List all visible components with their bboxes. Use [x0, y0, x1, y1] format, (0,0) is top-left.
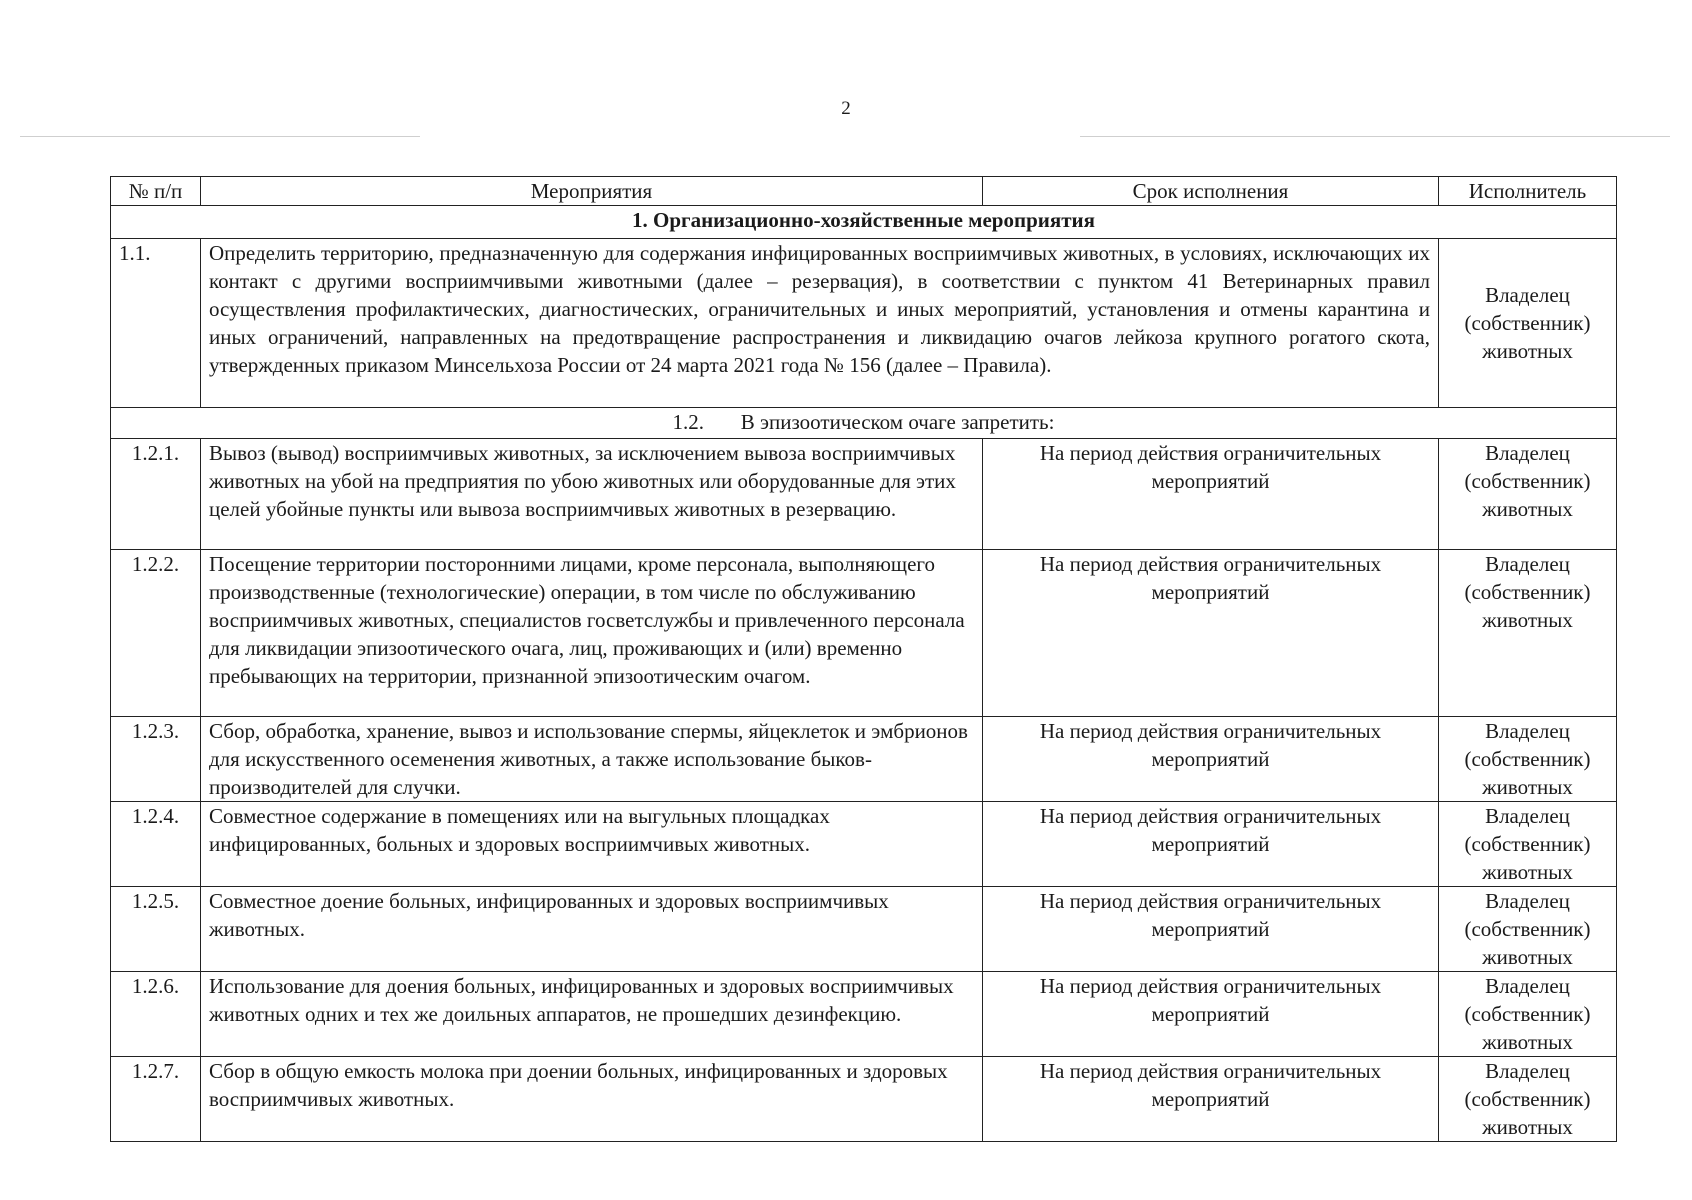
subheading-number: 1.2. — [672, 410, 705, 434]
subheading-row — [111, 408, 1617, 439]
table-row — [111, 1057, 1617, 1142]
row-executor: Владелец (собственник) животных — [1439, 717, 1617, 802]
row-deadline: На период действия ограничительных мероприятий — [983, 802, 1439, 887]
row-number: 1.2.5. — [111, 887, 201, 972]
header-deadline: Срок исполнения — [983, 177, 1439, 206]
row-number: 1.2.6. — [111, 972, 201, 1057]
row-number: 1.2.3. — [111, 717, 201, 802]
row-text: Использование для доения больных, инфицированных и здоровых восприимчивых животных одних и тех же доильных аппаратов, не прошедших дезинфекцию. — [201, 972, 983, 1057]
row-executor: Владелец (собственник) животных — [1439, 802, 1617, 887]
row-number: 1.2.4. — [111, 802, 201, 887]
row-deadline: На период действия ограничительных мероприятий — [983, 439, 1439, 550]
subheading-text: В эпизоотическом очаге запретить: — [740, 410, 1055, 434]
table-header-row — [111, 177, 1617, 206]
row-text: Определить территорию, предназначенную для содержания инфицированных восприимчивых животных, в условиях, исключающих их контакт с другими восприимчивыми животными (далее – резервация), в соответствии с пунктом 41 Ветеринарных правил осуществления профилактических, диагностических, ограничительных и иных мероприятий, установления и отмены карантина и иных ограничений, направленных на предотвращение распространения и ликвидацию очагов лейкоза крупного рогатого скота, утвержденных приказом Минсельхоза России от 24 марта 2021 года № 156 (далее – Правила). — [201, 239, 1439, 408]
scan-artifact-line — [1080, 136, 1670, 137]
section-title: 1. Организационно-хозяйственные мероприятия — [111, 206, 1617, 239]
row-text: Совместное содержание в помещениях или на выгульных площадках инфицированных, больных и здоровых восприимчивых животных. — [201, 802, 983, 887]
row-number: 1.2.1. — [111, 439, 201, 550]
table-row — [111, 439, 1617, 550]
row-deadline: На период действия ограничительных мероприятий — [983, 717, 1439, 802]
header-number: № п/п — [111, 177, 201, 206]
table-row — [111, 802, 1617, 887]
header-measures: Мероприятия — [201, 177, 983, 206]
row-number: 1.1. — [111, 239, 201, 408]
row-executor: Владелец (собственник) животных — [1439, 1057, 1617, 1142]
row-executor: Владелец (собственник) животных — [1439, 550, 1617, 717]
section-row — [111, 206, 1617, 239]
row-text: Вывоз (вывод) восприимчивых животных, за исключением вывоза восприимчивых животных на убой на предприятия по убою животных или оборудованные для этих целей убойные пункты или вывоза восприимчивых животных в резервацию. — [201, 439, 983, 550]
row-deadline: На период действия ограничительных мероприятий — [983, 1057, 1439, 1142]
row-deadline: На период действия ограничительных мероприятий — [983, 550, 1439, 717]
row-number: 1.2.7. — [111, 1057, 201, 1142]
row-executor: Владелец (собственник) животных — [1439, 972, 1617, 1057]
row-text: Совместное доение больных, инфицированных и здоровых восприимчивых животных. — [201, 887, 983, 972]
row-text: Сбор в общую емкость молока при доении больных, инфицированных и здоровых восприимчивых животных. — [201, 1057, 983, 1142]
row-executor: Владелец (собственник) животных — [1439, 239, 1617, 408]
page-number: 2 — [841, 98, 851, 119]
row-deadline: На период действия ограничительных мероприятий — [983, 887, 1439, 972]
table-row — [111, 972, 1617, 1057]
row-text: Сбор, обработка, хранение, вывоз и использование спермы, яйцеклеток и эмбрионов для искусственного осеменения животных, а также использование быков-производителей для случки. — [201, 717, 983, 802]
table-row — [111, 550, 1617, 717]
measures-table — [110, 176, 1617, 1142]
table-row — [111, 887, 1617, 972]
row-text: Посещение территории посторонними лицами, кроме персонала, выполняющего производственные (технологические) операции, в том числе по обслуживанию восприимчивых животных, специалистов госветслужбы и привлеченного персонала для ликвидации эпизоотического очага, лиц, проживающих и (или) временно пребывающих на территории, признанной эпизоотическим очагом. — [201, 550, 983, 717]
header-executor: Исполнитель — [1439, 177, 1617, 206]
scan-artifact-line — [20, 136, 420, 137]
row-deadline: На период действия ограничительных мероприятий — [983, 972, 1439, 1057]
table-row — [111, 239, 1617, 408]
row-number: 1.2.2. — [111, 550, 201, 717]
row-executor: Владелец (собственник) животных — [1439, 887, 1617, 972]
row-executor: Владелец (собственник) животных — [1439, 439, 1617, 550]
table-row — [111, 717, 1617, 802]
